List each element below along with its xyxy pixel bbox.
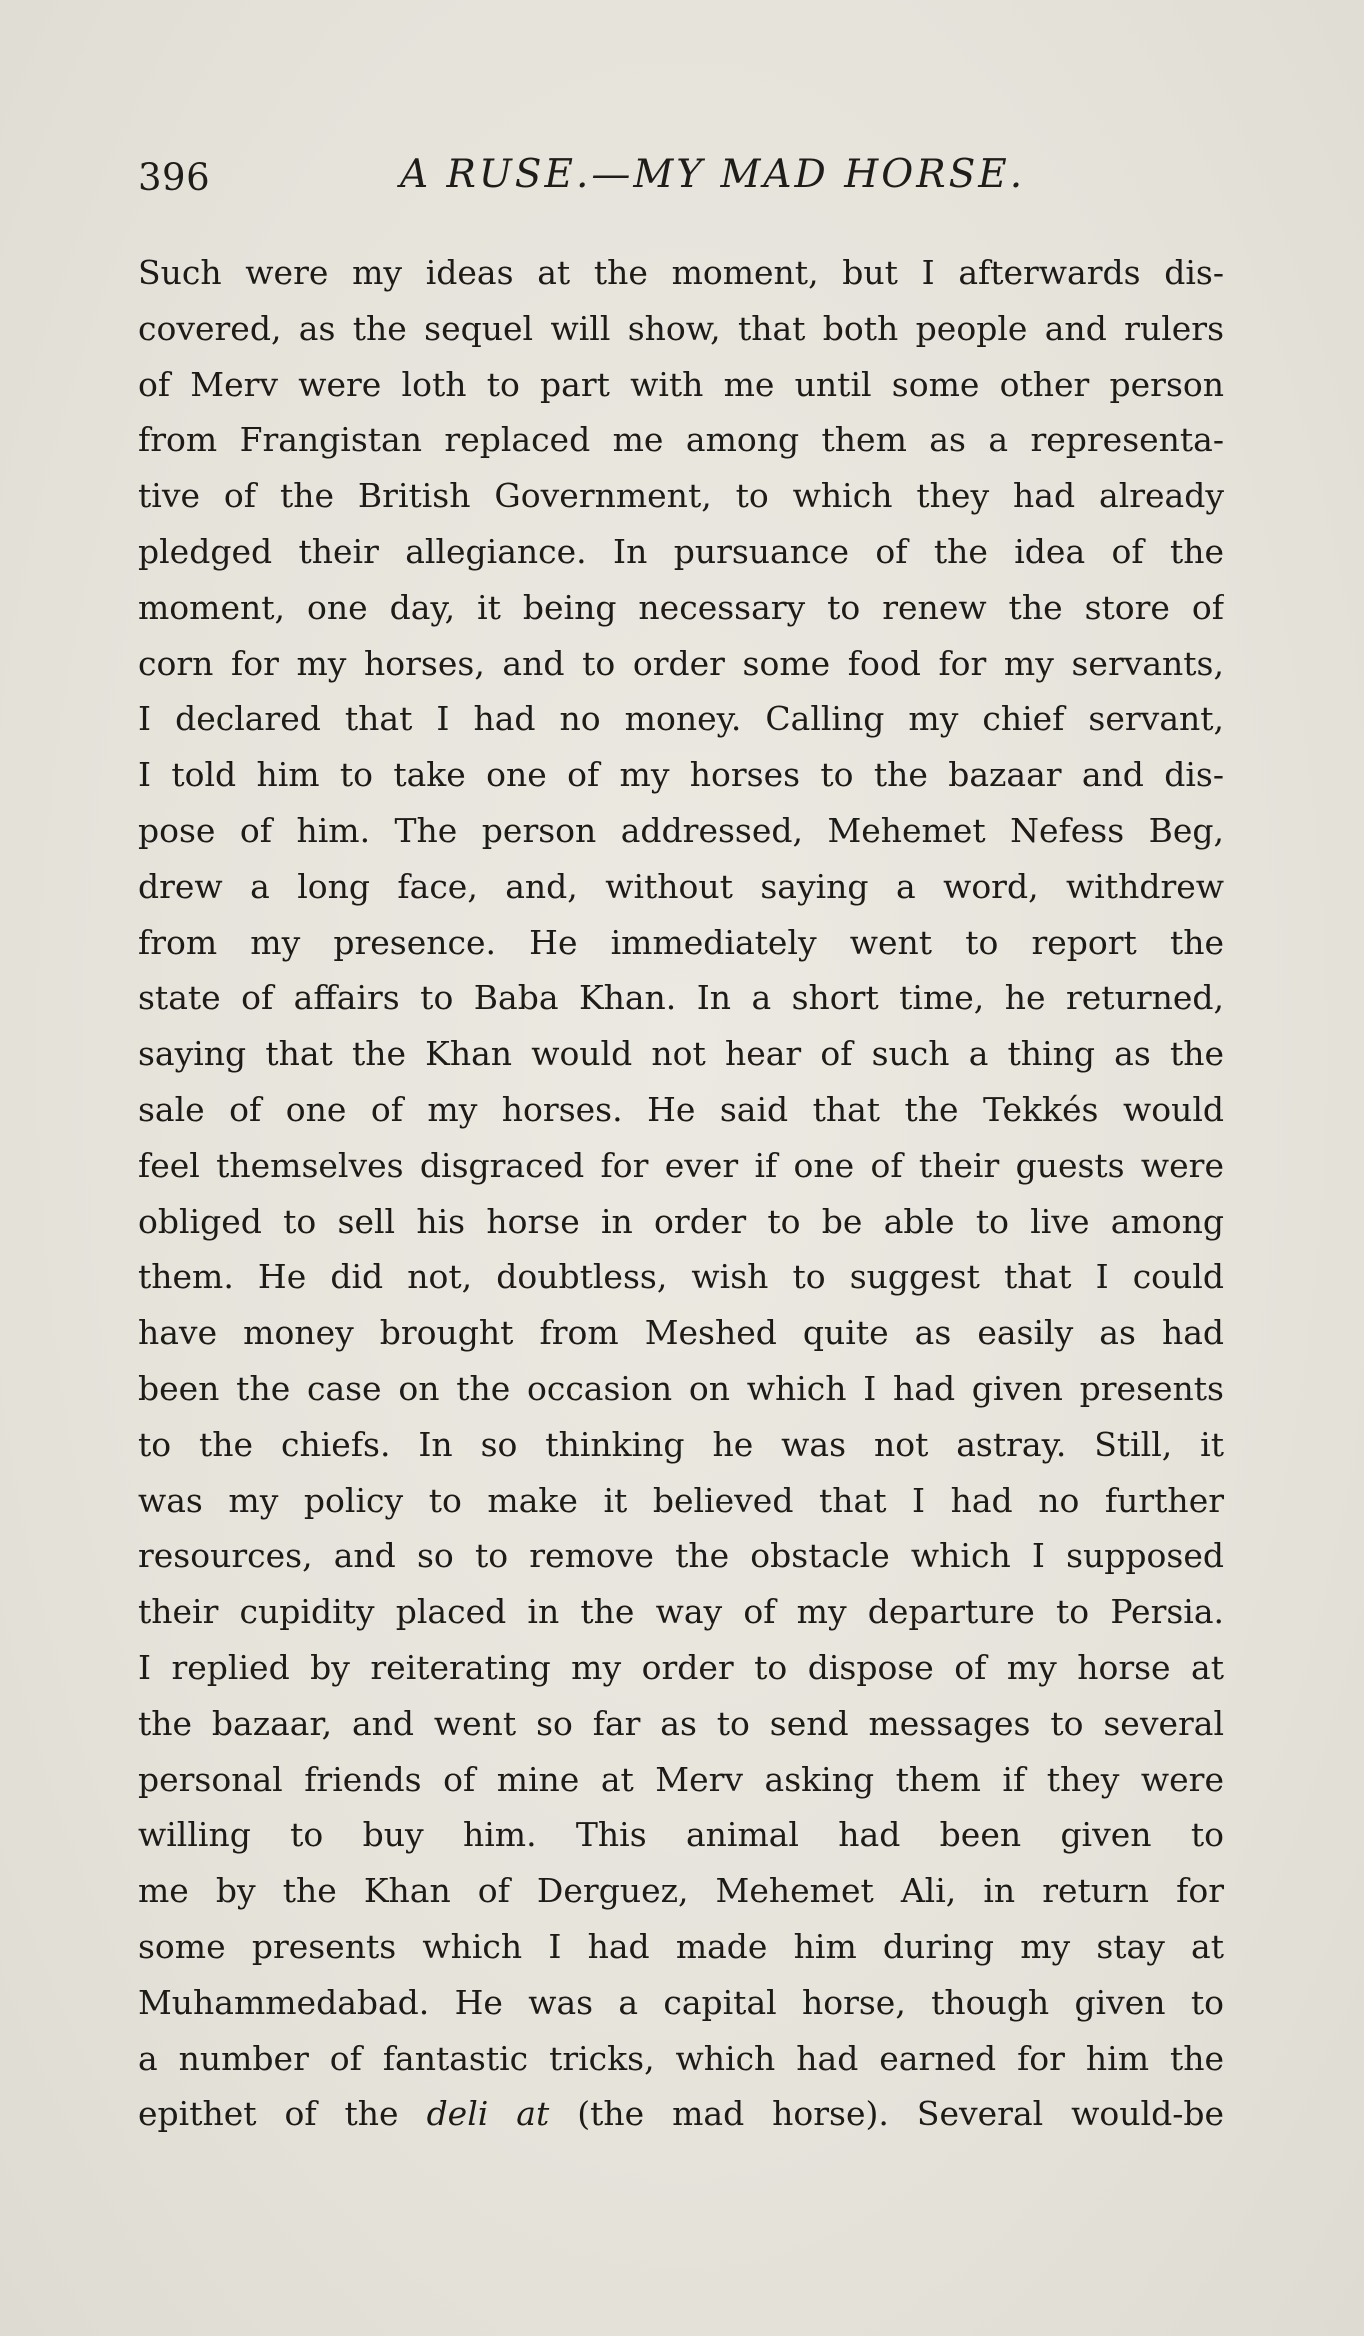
text-line: corn for my horses, and to order some food for my servants, [138,643,1224,683]
text-line: to the chiefs. In so thinking he was not astray. Still, it [138,1424,1224,1464]
text-line: obliged to sell his horse in order to be able to live among [138,1201,1224,1241]
text-line: from Frangistan replaced me among them as a representa- [138,420,1224,460]
text-line: was my policy to make it believed that I had no further [138,1480,1224,1520]
text-line: the bazaar, and went so far as to send messages to several [138,1703,1224,1743]
text-line: tive of the British Government, to which they had already [138,476,1224,516]
text-line-last [138,2086,1224,2142]
text-line: pledged their allegiance. In pursuance of the idea of the [138,531,1224,571]
text-line: have money brought from Meshed quite as easily as had [138,1313,1224,1353]
text-line: I replied by reiterating my order to dispose of my horse at [138,1647,1224,1687]
text-line: from my presence. He immediately went to report the [138,922,1224,962]
text-line: pose of him. The person addressed, Mehemet Nefess Beg, [138,810,1224,850]
running-title: A RUSE.—MY MAD HORSE. [400,152,1026,197]
text-line: I declared that I had no money. Calling my chief servant, [138,699,1224,739]
text-line: moment, one day, it being necessary to renew the store of [138,587,1224,627]
text-segment: (the mad horse). Several would-be [549,2094,1224,2134]
text-line: feel themselves disgraced for ever if one of their guests were [138,1145,1224,1185]
text-line: saying that the Khan would not hear of such a thing as the [138,1034,1224,1074]
text-line: drew a long face, and, without saying a word, withdrew [138,866,1224,906]
text-line: sale of one of my horses. He said that the Tekkés would [138,1089,1224,1129]
text-line: a number of fantastic tricks, which had earned for him the [138,2038,1224,2078]
body-text [138,245,1224,2142]
text-line: state of affairs to Baba Khan. In a short time, he returned, [138,978,1224,1018]
text-line: resources, and so to remove the obstacle which I supposed [138,1536,1224,1576]
text-line: Such were my ideas at the moment, but I afterwards dis- [138,253,1224,292]
text-line: willing to buy him. This animal had been given to [138,1815,1224,1855]
text-line: Muhammedabad. He was a capital horse, though given to [138,1982,1224,2022]
text-line: some presents which I had made him during my stay at [138,1926,1224,1966]
text-line: I told him to take one of my horses to the bazaar and dis- [138,755,1224,795]
text-line: of Merv were loth to part with me until some other person [138,364,1224,404]
text-segment: epithet of the [138,2094,427,2134]
text-line: me by the Khan of Derguez, Mehemet Ali, in return for [138,1871,1224,1911]
text-line: their cupidity placed in the way of my departure to Persia. [138,1592,1224,1632]
text-line: been the case on the occasion on which I had given presents [138,1368,1224,1408]
page-number: 396 [138,156,211,199]
italic-term: deli at [426,2094,550,2134]
text-line: them. He did not, doubtless, wish to suggest that I could [138,1257,1224,1297]
running-head [138,150,1228,210]
text-line: covered, as the sequel will show, that both people and rulers [138,308,1224,348]
text-line: personal friends of mine at Merv asking them if they were [138,1759,1224,1799]
